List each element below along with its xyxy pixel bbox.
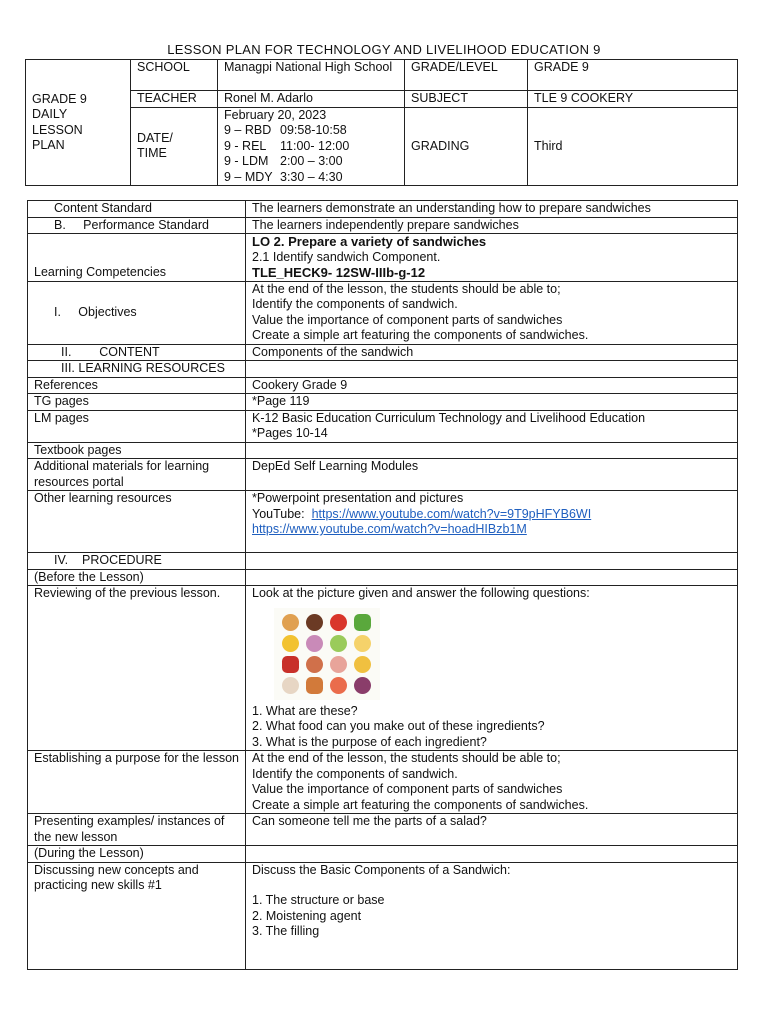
teacher-value: Ronel M. Adarlo <box>218 91 405 108</box>
references-value: Cookery Grade 9 <box>246 377 738 394</box>
youtube-link-2[interactable]: https://www.youtube.com/watch?v=hoadHIBzb1M <box>252 522 527 536</box>
cookie-icon <box>306 614 323 631</box>
lettuce-icon <box>354 614 371 631</box>
learning-resources-label: III. LEARNING RESOURCES <box>28 361 246 378</box>
performance-standard-label: B. Performance Standard <box>28 217 246 234</box>
textbook-pages-label: Textbook pages <box>28 442 246 459</box>
grading-value: Third <box>528 107 738 186</box>
ingredients-picture <box>274 608 380 700</box>
content-standard-value: The learners demonstrate an understanding how to prepare sandwiches <box>246 201 738 218</box>
cucumber-icon <box>330 635 347 652</box>
school-label: SCHOOL <box>131 60 218 91</box>
performance-standard-value: The learners independently prepare sandwiches <box>246 217 738 234</box>
lo-code: TLE_HECK9- 12SW-IIIb-g-12 <box>252 265 426 280</box>
content-label: II. CONTENT <box>28 344 246 361</box>
shrimp-icon <box>330 677 347 694</box>
other-resources-value: *Powerpoint presentation and pictures YouTube: https://www.youtube.com/watch?v=9T9pHFYB6WI https://www.youtube.com/watch?v=hoadHIBzb1M <box>246 491 738 553</box>
procedure-value <box>246 553 738 570</box>
schedule-row: 9 – MDY 3:30 – 4:30 <box>224 169 343 184</box>
additional-materials-value: DepEd Self Learning Modules <box>246 459 738 491</box>
objectives-label: I. Objectives <box>28 281 246 344</box>
lesson-plan-table <box>27 200 738 970</box>
cheese-icon <box>282 635 299 652</box>
tg-pages-value: *Page 119 <box>246 394 738 411</box>
school-value: Managpi National High School <box>218 60 405 91</box>
teacher-label: TEACHER <box>131 91 218 108</box>
date-time-label: DATE/ TIME <box>131 107 218 186</box>
bread-icon <box>282 614 299 631</box>
before-lesson-label: (Before the Lesson) <box>28 569 246 586</box>
tomato-icon <box>330 614 347 631</box>
bacon-icon <box>306 656 323 673</box>
egg-icon <box>354 635 371 652</box>
lm-pages-label: LM pages <box>28 410 246 442</box>
objectives-value: At the end of the lesson, the students should be able to; Identify the components of sandwich. Value the importance of component parts of sandwiches Create a simple art featuring the components of sandwiches. <box>246 281 738 344</box>
review-value: Look at the picture given and answer the following questions: 1. What are these? 2. What food can you make out of these ingredients? 3. What is the purpose of each ingredient? <box>246 586 738 751</box>
discuss-label: Discussing new concepts and practicing new skills #1 <box>28 862 246 969</box>
references-label: References <box>28 377 246 394</box>
daily-lesson-plan-label: GRADE 9 DAILY LESSON PLAN <box>26 60 131 186</box>
sausage-icon <box>306 677 323 694</box>
grading-label: GRADING <box>405 107 528 186</box>
learning-resources-value <box>246 361 738 378</box>
date-value: February 20, 2023 <box>224 107 327 122</box>
during-lesson-value <box>246 846 738 863</box>
during-lesson-label: (During the Lesson) <box>28 846 246 863</box>
grade-level-value: GRADE 9 <box>528 60 738 91</box>
content-standard-label: Content Standard <box>28 201 246 218</box>
other-resources-label: Other learning resources <box>28 491 246 553</box>
schedule-row: 9 – RBD 09:58-10:58 <box>224 123 347 137</box>
document-title: LESSON PLAN FOR TECHNOLOGY AND LIVELIHOOD EDUCATION 9 <box>167 42 601 57</box>
onion-icon <box>306 635 323 652</box>
review-label: Reviewing of the previous lesson. <box>28 586 246 751</box>
pepperoni-icon <box>282 656 299 673</box>
learning-competencies-label: Learning Competencies <box>28 234 246 282</box>
before-lesson-value <box>246 569 738 586</box>
purpose-value: At the end of the lesson, the students should be able to; Identify the components of sandwich. Value the importance of component parts of sandwiches Create a simple art featuring the components of sandwiches. <box>246 751 738 814</box>
youtube-link-1[interactable]: https://www.youtube.com/watch?v=9T9pHFYB6WI <box>311 506 592 521</box>
textbook-pages-value <box>246 442 738 459</box>
examples-value: Can someone tell me the parts of a salad? <box>246 814 738 846</box>
date-schedule <box>218 107 405 186</box>
pineapple-icon <box>354 656 371 673</box>
purpose-label: Establishing a purpose for the lesson <box>28 751 246 814</box>
mushroom-icon <box>282 677 299 694</box>
procedure-label: IV. PROCEDURE <box>28 553 246 570</box>
subject-label: SUBJECT <box>405 91 528 108</box>
learning-competencies-value <box>246 234 738 282</box>
discuss-value: Discuss the Basic Components of a Sandwich: 1. The structure or base 2. Moistening agent 3. The filling <box>246 862 738 969</box>
content-value: Components of the sandwich <box>246 344 738 361</box>
subject-value: TLE 9 COOKERY <box>528 91 738 108</box>
lo-title: LO 2. Prepare a variety of sandwiches <box>252 234 487 249</box>
lm-pages-value: K-12 Basic Education Curriculum Technology and Livelihood Education *Pages 10-14 <box>246 410 738 442</box>
schedule-row: 9 - LDM 2:00 – 3:00 <box>224 154 343 168</box>
additional-materials-label: Additional materials for learning resources portal <box>28 459 246 491</box>
onion-purple-icon <box>354 677 371 694</box>
grade-level-label: GRADE/LEVEL <box>405 60 528 91</box>
examples-label: Presenting examples/ instances of the new lesson <box>28 814 246 846</box>
lo-sub: 2.1 Identify sandwich Component. <box>252 249 441 264</box>
ham-icon <box>330 656 347 673</box>
tg-pages-label: TG pages <box>28 394 246 411</box>
header-table <box>25 59 738 186</box>
schedule-row: 9 - REL 11:00- 12:00 <box>224 138 350 153</box>
